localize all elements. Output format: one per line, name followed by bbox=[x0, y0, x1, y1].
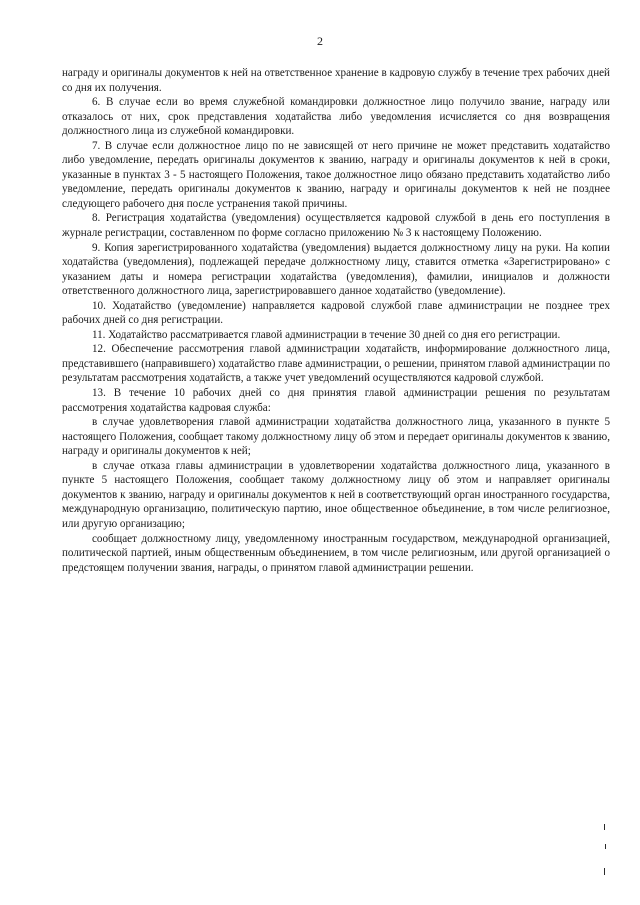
scan-mark bbox=[605, 844, 606, 849]
paragraph-item-13-refusal: в случае отказа главы администрации в удовлетворении ходатайства должностного лица, указанного в пункте 5 настоящего Положения, сообщает такому должностному лицу об этом и направляет оригиналы документов к званию, награду и оригиналы документов к ней в соответствующий орган иностранного государства, международную организацию, политическую партию, иное общественное объединение, в том числе религиозное, или другую организацию; bbox=[62, 459, 610, 530]
document-body bbox=[62, 66, 610, 575]
paragraph-item-12: 12. Обеспечение рассмотрения главой администрации ходатайств, информирование должностного лица, представившего (направившего) ходатайство главе администрации, о решении, принятом главой администрации по результатам рассмотрения ходатайств, а также учет уведомлений осуществляются кадровой службой. bbox=[62, 343, 610, 385]
paragraph-item-11: 11. Ходатайство рассматривается главой администрации в течение 30 дней со дня его регистрации. bbox=[92, 328, 561, 341]
scan-mark bbox=[604, 868, 605, 875]
scan-edge-marks bbox=[600, 820, 612, 890]
paragraph-continuation: наградy и оригиналы документов к ней на ответственное хранение в кадровую службу в течение трех рабочих дней со дня их получения. bbox=[62, 67, 610, 94]
paragraph-item-10: 10. Ходатайство (уведомление) направляется кадровой службой главе администрации не позднее трех рабочих дней со дня регистрации. bbox=[62, 299, 610, 327]
page-number: 2 bbox=[317, 34, 323, 48]
paragraph-item-6: 6. В случае если во время служебной командировки должностное лицо получило звание, награду или отказалось от них, срок представления ходатайства либо уведомления исчисляется со дня возвращения должностного лица из служебной командировки. bbox=[62, 96, 610, 138]
scan-mark bbox=[604, 824, 605, 830]
paragraph-item-13-approval: в случае удовлетворения главой администрации ходатайства должностного лица, указанного в пункте 5 настоящего Положения, сообщает такому должностному лицу об этом и передает оригиналы документов к званию, награду и оригиналы документов к ней; bbox=[62, 416, 610, 458]
paragraph-item-13: 13. В течение 10 рабочих дней со дня принятия главой администрации решения по результатам рассмотрения ходатайства кадровая служба: bbox=[62, 387, 610, 414]
paragraph-item-13-notification: сообщает должностному лицу, уведомленному иностранным государством, международной организацией, политической партией, иным общественным объединением, в том числе религиозным, или другой организацией о предстоящем получении звания, награды, о принятом главой администрации решении. bbox=[62, 532, 610, 574]
paragraph-item-8: 8. Регистрация ходатайства (уведомления) осуществляется кадровой службой в день его поступления в журнале регистрации, составленном по форме согласно приложению № 3 к настоящему Положению. bbox=[62, 212, 610, 240]
paragraph-item-7: 7. В случае если должностное лицо по не зависящей от него причине не может представить ходатайство либо уведомление, передать оригиналы документов к званию, награду и оригиналы документов к ней в сроки, указанные в пунктах 3 - 5 настоящего Положения, такое должностное лицо обязано представить ходатайство либо уведомление, передать оригиналы документов к званию, награду и оригиналы документов к ней не позднее следующего рабочего дня после устранения такой причины. bbox=[62, 139, 610, 210]
paragraph-item-9: 9. Копия зарегистрированного ходатайства (уведомления) выдается должностному лицу на руки. На копии ходатайства (уведомления), подлежащей передаче должностному лицу, ставится отметка «Зарегистрировано» с указанием даты и номера регистрации ходатайства (уведомления), фамилии, инициалов и должности ответственного должностного лица, зарегистрировавшего данное ходатайство (уведомление). bbox=[62, 241, 610, 298]
